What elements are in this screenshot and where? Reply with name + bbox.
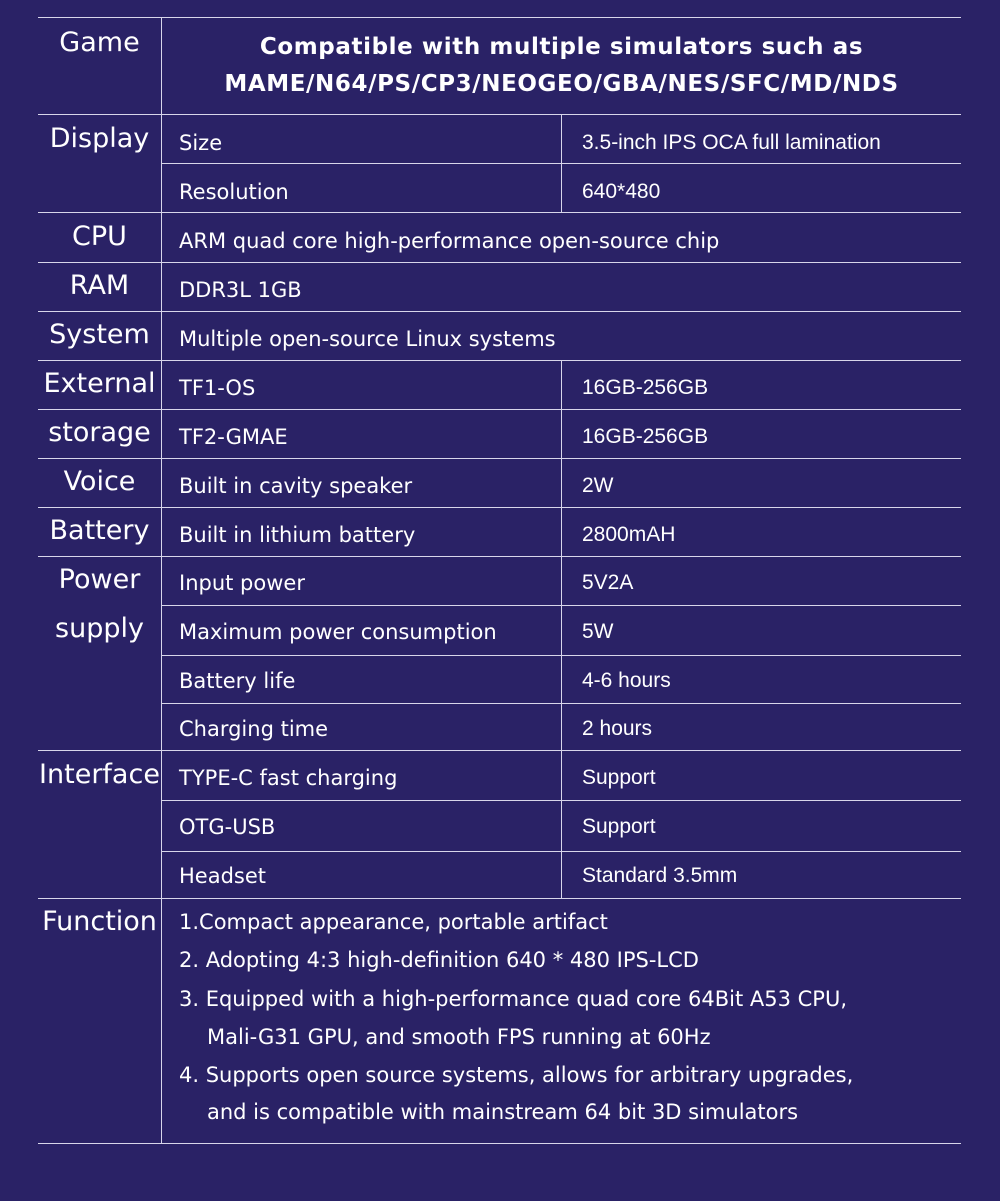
table-bottom-border xyxy=(38,1143,961,1144)
function-line-4: 4. Supports open source systems, allows for arbitrary upgrades, xyxy=(179,1063,854,1087)
voice-label: Built in cavity speaker xyxy=(179,474,413,498)
interface-typec-value: Support xyxy=(582,766,656,789)
game-compat-line1: Compatible with multiple simulators such as xyxy=(259,34,864,60)
power-input-value: 5V2A xyxy=(582,571,634,594)
function-line-3-cont: Mali-G31 GPU, and smooth FPS running at 60Hz xyxy=(207,1025,711,1049)
voice-value: 2W xyxy=(582,474,614,497)
ram-value: DDR3L 1GB xyxy=(179,278,302,302)
battery-value: 2800mAH xyxy=(582,523,676,546)
category-voice: Voice xyxy=(63,466,136,497)
category-function: Function xyxy=(42,906,157,937)
storage-tf1-label: TF1-OS xyxy=(179,376,256,400)
row-divider xyxy=(38,898,961,899)
column-divider-value xyxy=(561,360,562,898)
category-power-supply-line2: supply xyxy=(55,613,144,644)
row-divider xyxy=(38,311,961,312)
battery-life-value: 4-6 hours xyxy=(582,669,671,692)
function-line-3: 3. Equipped with a high-performance quad core 64Bit A53 CPU, xyxy=(179,987,848,1011)
display-resolution-label: Resolution xyxy=(179,180,289,204)
display-size-value: 3.5-inch IPS OCA full lamination xyxy=(582,131,881,154)
row-divider xyxy=(38,409,961,410)
row-divider xyxy=(38,507,961,508)
category-external-storage-line2: storage xyxy=(48,417,151,448)
table-top-border xyxy=(38,17,961,18)
category-display: Display xyxy=(49,123,150,154)
interface-typec-label: TYPE-C fast charging xyxy=(179,766,398,790)
category-battery: Battery xyxy=(49,515,150,546)
row-divider xyxy=(38,750,961,751)
row-divider xyxy=(38,212,961,213)
power-max-value: 5W xyxy=(582,620,614,643)
category-external-storage-line1: External xyxy=(43,368,156,399)
category-interface: Interface xyxy=(39,759,160,790)
cpu-value: ARM quad core high-performance open-source chip xyxy=(179,229,720,253)
category-cpu: CPU xyxy=(72,221,127,252)
row-divider xyxy=(38,360,961,361)
display-resolution-value: 640*480 xyxy=(582,180,661,203)
row-divider xyxy=(38,556,961,557)
power-max-label: Maximum power consumption xyxy=(179,620,497,644)
system-value: Multiple open-source Linux systems xyxy=(179,327,556,351)
row-divider xyxy=(38,458,961,459)
column-divider-category xyxy=(161,17,162,1143)
battery-label: Built in lithium battery xyxy=(179,523,416,547)
interface-headset-value: Standard 3.5mm xyxy=(582,864,738,887)
function-line-1: 1.Compact appearance, portable artifact xyxy=(179,910,608,934)
category-power-supply-line1: Power xyxy=(58,564,141,595)
display-size-label: Size xyxy=(179,131,223,155)
function-line-2: 2. Adopting 4:3 high-definition 640 * 480 IPS-LCD xyxy=(179,948,699,972)
row-divider xyxy=(38,114,961,115)
category-system: System xyxy=(49,319,150,350)
row-divider xyxy=(38,262,961,263)
interface-headset-label: Headset xyxy=(179,864,267,888)
game-compat-line2: MAME/N64/PS/CP3/NEOGEO/GBA/NES/SFC/MD/NDS xyxy=(224,71,899,97)
interface-otg-value: Support xyxy=(582,815,656,838)
battery-life-label: Battery life xyxy=(179,669,296,693)
interface-otg-label: OTG-USB xyxy=(179,815,276,839)
category-game: Game xyxy=(59,27,140,58)
category-ram: RAM xyxy=(69,270,130,301)
charging-time-label: Charging time xyxy=(179,717,329,741)
storage-tf2-value: 16GB-256GB xyxy=(582,425,709,448)
charging-time-value: 2 hours xyxy=(582,717,653,740)
function-line-4-cont: and is compatible with mainstream 64 bit 3D simulators xyxy=(207,1100,799,1124)
power-input-label: Input power xyxy=(179,571,305,595)
storage-tf2-label: TF2-GMAE xyxy=(179,425,288,449)
storage-tf1-value: 16GB-256GB xyxy=(582,376,709,399)
column-divider-value xyxy=(561,114,562,212)
